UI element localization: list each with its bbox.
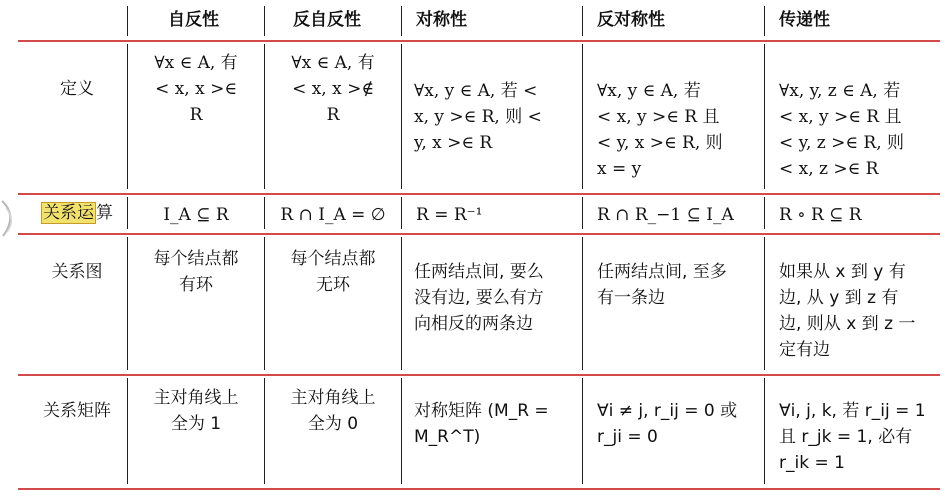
- decorative-swoosh-icon: [0, 196, 22, 256]
- header-irreflexive: 反自反性: [293, 10, 361, 30]
- row-label-operation: [34, 200, 120, 226]
- cell-operation-irreflexive: R ∩ I_A = ∅: [280, 205, 386, 225]
- cell-operation-antisymmetric: R ∩ R_−1 ⊆ I_A: [597, 205, 734, 225]
- col-sep: [401, 237, 402, 370]
- row-rule-2: [18, 233, 940, 235]
- cell-matrix-reflexive: 主对角线上 全为 1: [153, 388, 239, 434]
- cell-definition-transitive: ∀x, y, z ∈ A, 若 < x, y >∈ R 且 < y, z >∈ R, 则 < x, z >∈ R: [779, 81, 905, 179]
- cell-definition-irreflexive: ∀x ∈ A, 有 < x, x >∉ R: [291, 53, 375, 125]
- cell-matrix-antisymmetric: ∀i ≠ j, r_ij = 0 或 r_ji = 0: [597, 401, 738, 447]
- cell-matrix-irreflexive: 主对角线上 全为 0: [290, 388, 376, 434]
- col-sep: [264, 197, 265, 229]
- cell-graph-antisymmetric: 任两结点间, 至多 有一条边: [597, 262, 727, 308]
- col-sep: [127, 197, 128, 229]
- row-label-matrix: 关系矩阵: [43, 401, 111, 421]
- col-sep: [127, 378, 128, 484]
- row-rule-3: [18, 374, 940, 376]
- col-sep: [127, 44, 128, 189]
- cell-graph-transitive: 如果从 x 到 y 有 边, 从 y 到 z 有 边, 则从 x 到 z 一 定有边: [779, 262, 916, 360]
- highlighted-text: 关系运: [43, 203, 94, 223]
- cell-graph-symmetric: 任两结点间, 要么 没有边, 要么有方 向相反的两条边: [414, 262, 544, 334]
- col-sep: [401, 6, 402, 36]
- col-sep: [582, 378, 583, 484]
- col-sep: [127, 6, 128, 36]
- col-sep: [764, 378, 765, 484]
- col-sep: [764, 197, 765, 229]
- cell-graph-irreflexive: 每个结点都 无环: [290, 249, 376, 295]
- row-label-graph: 关系图: [51, 262, 103, 282]
- col-sep: [764, 44, 765, 189]
- col-sep: [582, 197, 583, 229]
- col-sep: [264, 378, 265, 484]
- cell-matrix-symmetric: 对称矩阵 (M_R = M_R^T): [414, 401, 549, 447]
- row-rule-4: [18, 488, 940, 490]
- col-sep: [582, 6, 583, 36]
- cell-definition-symmetric: ∀x, y ∈ A, 若 < x, y >∈ R, 则 < y, x >∈ R: [414, 81, 542, 153]
- col-sep: [401, 197, 402, 229]
- cell-operation-transitive: R ∘ R ⊆ R: [779, 205, 862, 225]
- row-rule-1: [18, 193, 940, 195]
- header-transitive: 传递性: [779, 10, 830, 30]
- cell-definition-reflexive: ∀x ∈ A, 有 < x, x >∈ R: [154, 53, 238, 125]
- header-rule: [18, 40, 940, 42]
- cell-matrix-transitive: ∀i, j, k, 若 r_ij = 1 且 r_jk = 1, 必有 r_ik = 1: [779, 401, 926, 473]
- row-label-definition: 定义: [60, 79, 94, 99]
- header-antisymmetric: 反对称性: [597, 10, 665, 30]
- col-sep: [764, 6, 765, 36]
- row-label-operation-rest: 算: [96, 203, 113, 223]
- cell-definition-antisymmetric: ∀x, y ∈ A, 若 < x, y >∈ R 且 < y, x >∈ R, 则 x = y: [597, 81, 723, 179]
- cell-operation-symmetric: R = R⁻¹: [416, 205, 483, 225]
- cell-graph-reflexive: 每个结点都 有环: [153, 249, 239, 295]
- col-sep: [582, 44, 583, 189]
- col-sep: [264, 237, 265, 370]
- col-sep: [127, 237, 128, 370]
- col-sep: [401, 378, 402, 484]
- header-symmetric: 对称性: [416, 10, 467, 30]
- col-sep: [582, 237, 583, 370]
- cell-operation-reflexive: I_A ⊆ R: [163, 205, 229, 225]
- header-reflexive: 自反性: [168, 10, 219, 30]
- col-sep: [264, 44, 265, 189]
- col-sep: [401, 44, 402, 189]
- col-sep: [264, 6, 265, 36]
- col-sep: [764, 237, 765, 370]
